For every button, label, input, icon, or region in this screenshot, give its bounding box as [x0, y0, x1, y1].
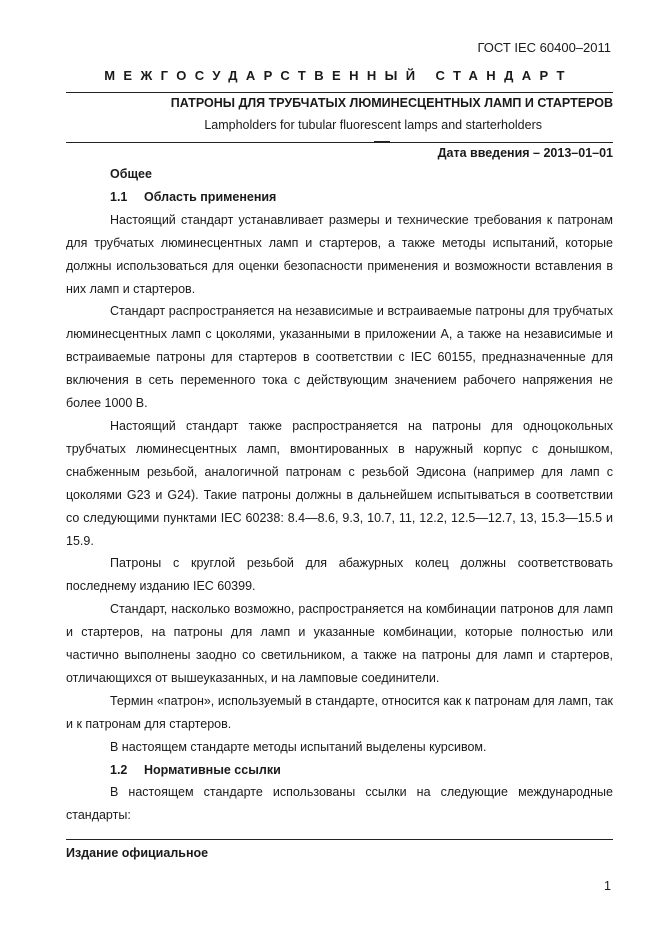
title-rule: [66, 142, 613, 143]
section-title: Нормативные ссылки: [144, 762, 281, 777]
introduction-date: Дата введения – 2013–01–01: [437, 146, 613, 160]
paragraph: В настоящем стандарте использованы ссылки на следующие международные стандарты:: [66, 785, 613, 823]
page-number: 1: [604, 879, 611, 893]
title-rule-mark: [374, 141, 390, 143]
paragraph: Патроны с круглой резьбой для абажурных колец должны соответствовать последнему изданию IEC 60399.: [66, 556, 613, 594]
top-rule: [66, 92, 613, 93]
paragraph: Стандарт распространяется на независимые и встраиваемые патроны для трубчатых люминесцентных ламп с цоколями, указанными в приложении А, а также на независимые и встраиваемые патроны для стартеров в соответствии с IEC 60155, предназначенные для включения в сеть переменного тока с действующим значением рабочего напряжения не более 1000 В.: [66, 304, 613, 411]
standard-code: ГОСТ IEC 60400–2011: [477, 40, 611, 55]
document-title-ru: ПАТРОНЫ ДЛЯ ТРУБЧАТЫХ ЛЮМИНЕСЦЕНТНЫХ ЛАМП И СТАРТЕРОВ: [170, 96, 613, 110]
paragraph: Настоящий стандарт устанавливает размеры и технические требования к патронам для трубчатых люминесцентных ламп и стартеров, а также методы испытаний, которые должны использоваться для оценки безопасности применения и возможности вставления в них ламп и стартеров.: [66, 212, 613, 296]
general-heading: Общее: [110, 167, 152, 181]
paragraph: Стандарт, насколько возможно, распространяется на комбинации патронов для ламп и стартеров, на патроны для ламп и указанные комбинации, которые полностью или частично выполнены заодно со светильником, а также на патроны для ламп и стартеров, отличающихся от вышеуказанных, и на ламповые соединители.: [66, 602, 613, 685]
document-body: [66, 163, 613, 827]
paragraph: В настоящем стандарте методы испытаний выделены курсивом.: [110, 739, 487, 754]
section-number: 1.2: [110, 762, 128, 777]
section-heading-references: [66, 759, 613, 782]
paragraph: Термин «патрон», используемый в стандарте, относится как к патронам для ламп, так и к патронам для стартеров.: [66, 693, 613, 731]
section-number: 1.1: [110, 189, 128, 204]
document-title-en: Lampholders for tubular fluorescent lamps and starterholders: [204, 118, 542, 132]
interstate-standard-banner: МЕЖГОСУДАРСТВЕННЫЙ СТАНДАРТ: [104, 68, 573, 83]
paragraph: Настоящий стандарт также распространяется на патроны для одноцокольных трубчатых люминесцентных ламп, вмонтированных в наружный корпус с донышком, снабженным резьбой, аналогичной патронам с резьбой Эдисона (например для ламп с цоколями G23 и G24). Такие патроны должны в дальнейшем испытываться в соответствии со следующими пунктами IEC 60238: 8.4—8.6, 9.3, 10.7, 11, 12.2, 12.5—12.7, 13, 15.3—15.5 и 15.9.: [66, 418, 613, 548]
footer-rule: [66, 839, 613, 840]
section-title: Область применения: [144, 189, 277, 204]
official-edition-label: Издание официальное: [66, 846, 209, 860]
section-heading-scope: [66, 186, 613, 209]
